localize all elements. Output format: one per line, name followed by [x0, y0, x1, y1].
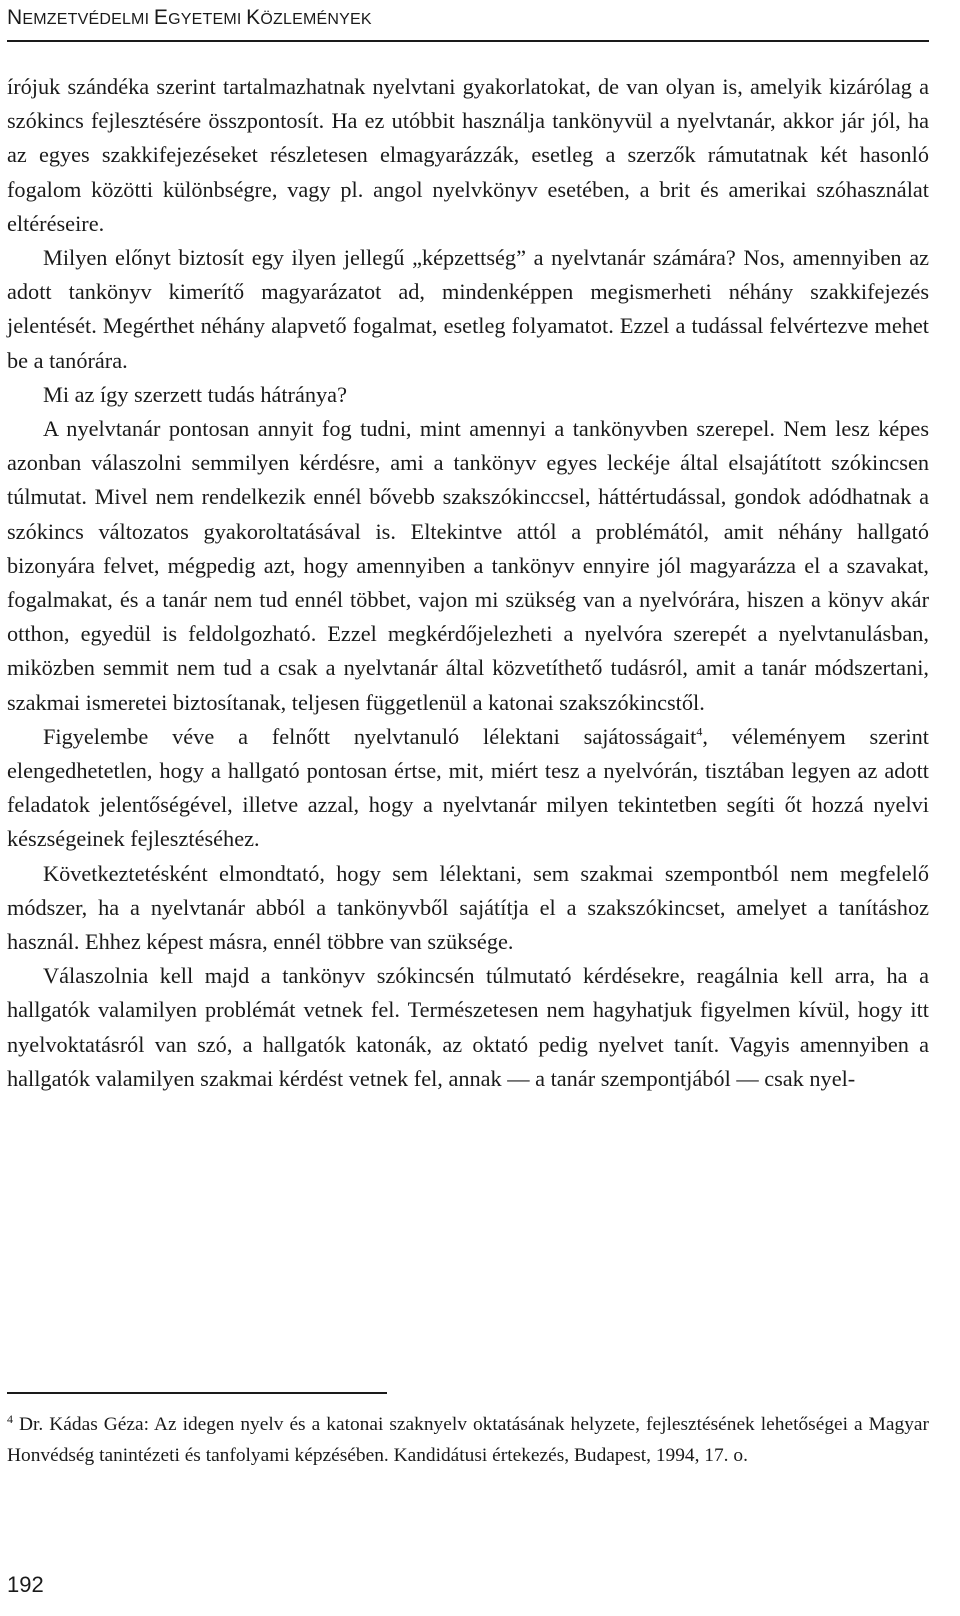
footnote-reference[interactable]: 4	[696, 724, 703, 739]
header-part: N	[7, 6, 23, 29]
footnote-text: Dr. Kádas Géza: Az idegen nyelv és a katonai szaknyelv oktatásának helyzete, fejlesztésének lehetőségei a Magyar Honvédség tanintézeti és tanfolyami képzésében. Kandidátusi értekezés, Budapest, 1994, 17. o.	[7, 1414, 929, 1466]
header-part: E	[153, 6, 169, 29]
paragraph: Mi az így szerzett tudás hátránya?	[43, 381, 347, 407]
paragraph: Milyen előnyt biztosít egy ilyen jellegű „képzettség” a nyelvtanár számára? Nos, amennyiben az adott tankönyv kimerítő magyarázatot ad, mindenképpen megismerheti néhány szakkifejezés jelentését. Megérthet néhány alapvető fogalmat, esetleg folyamatot. Ezzel a tudással felvértezve mehet be a tanórára.	[7, 245, 929, 373]
header-part: EMZETVÉDELMI	[22, 11, 154, 28]
header-part: K	[246, 6, 261, 29]
body-text	[7, 70, 929, 1096]
header-part: GYETEMI	[168, 11, 247, 28]
page-number: 192	[7, 1572, 44, 1597]
footnote-number: 4	[7, 1411, 13, 1426]
header-part: ÖZLEMÉNYEK	[260, 11, 372, 28]
header-rule	[7, 40, 929, 42]
paragraph: írójuk szándéka szerint tartalmazhatnak nyelvtani gyakorlatokat, de van olyan is, amelyik kizárólag a szókincs fejlesztésére összpontosít. Ha ez utóbbit használja tankönyvül a nyelvtanár, akkor jár jól, ha az egyes szakkifejezéseket részletesen elmagyarázzák, esetleg a szerzők rámutatnak két hasonló fogalom közötti különbségre, vagy pl. angol nyelvkönyv esetében, a brit és amerikai szóhasználat eltéréseire.	[7, 74, 929, 236]
running-header	[7, 4, 935, 34]
paragraph-text-after: , véleményem szerint elengedhetetlen, hogy a hallgató pontosan értse, mit, miért tesz a nyelvórán, tisztában legyen az adott feladatok jelentőségével, illetve azzal, hogy a nyelvtanár milyen tekintetben segíti őt hozzá nyelvi készségeinek fejlesztéséhez.	[7, 723, 929, 852]
paragraph: Következtetésként elmondtató, hogy sem lélektani, sem szakmai szempontból nem megfelelő módszer, ha a nyelvtanár abból a tankönyvből sajátítja el a szakszókincset, amelyet a tanításhoz használ. Ehhez képest másra, ennél többre van szüksége.	[7, 860, 929, 955]
footnote	[7, 1410, 929, 1471]
paragraph: Válaszolnia kell majd a tankönyv szókincsén túlmutató kérdésekre, reagálnia kell arra, ha a hallgatók valamilyen problémát vetnek fel. Természetesen nem hagyhatjuk figyelmen kívül, hogy itt nyelvoktatásról van szó, a hallgatók katonák, az oktató pedig nyelvet tanít. Vagyis amennyiben a hallgatók valamilyen szakmai kérdést vetnek fel, annak — a tanár szempontjából — csak nyel-	[7, 963, 929, 1091]
footnote-rule	[7, 1392, 387, 1394]
paragraph: A nyelvtanár pontosan annyit fog tudni, mint amennyi a tankönyvben szerepel. Nem lesz képes azonban válaszolni semmilyen kérdésre, ami a tankönyv egyes leckéje által elsajátított szókincsen túlmutat. Mivel nem rendelkezik ennél bővebb szakszókinccsel, háttértudással, gondok adódhatnak a szókincs változatos gyakoroltatásával is. Eltekintve attól a problémától, amit néhány hallgató bizonyára felvet, mégpedig azt, hogy amennyiben a tankönyv ennyire jól magyarázza el a szavakat, fogalmakat, és a tanár nem tud ennél többet, vajon mi szükség van a nyelvórára, hiszen a könyv akár otthon, egyedül is feldolgozható. Ezzel megkérdőjelezheti a nyelvóra szerepét a nyelvtanulásban, miközben semmit nem tud a csak a nyelvtanár által közvetíthető tudásról, amit a tanár módszertani, szakmai ismeretei biztosítanak, teljesen függetlenül a katonai szakszókincstől.	[7, 416, 929, 715]
paragraph-text-before: Figyelembe véve a felnőtt nyelvtanuló lélektani sajátosságait	[43, 723, 697, 749]
paragraph-with-footnote-ref	[7, 720, 929, 857]
